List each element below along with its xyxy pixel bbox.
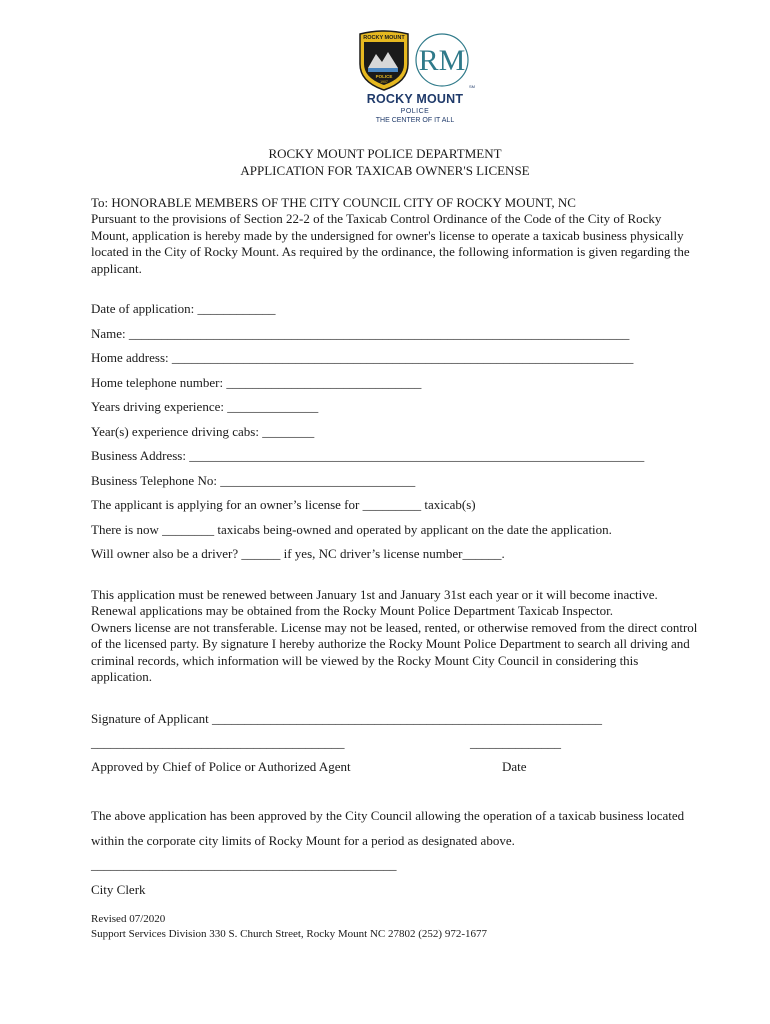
intro-line: applicant. <box>91 261 142 276</box>
field-business-telephone[interactable]: Business Telephone No: ______________________________ <box>91 473 416 488</box>
header-line-2: APPLICATION FOR TAXICAB OWNER'S LICENSE <box>240 163 530 178</box>
applicant-signature-field[interactable]: Signature of Applicant ____________________________________________________________ <box>91 711 602 726</box>
badge-sub: POLICE <box>375 74 393 79</box>
field-date-of-application[interactable]: Date of application: ____________ <box>91 301 276 316</box>
logo-tagline: THE CENTER OF IT ALL <box>375 117 455 124</box>
intro-line: located in the City of Rocky Mount. As required by the ordinance, the following information is given regarding the <box>91 244 690 259</box>
city-clerk-label: City Clerk <box>91 882 146 897</box>
notice-line: criminal records, which information will be viewed by the Rocky Mount City Council in considering this <box>91 653 639 668</box>
notice-line: application. <box>91 669 153 684</box>
notice-line: Owners license are not transferable. License may not be leased, rented, or otherwise removed from the direct control <box>91 620 698 635</box>
notice-line: of the licensed party. By signature I hereby authorize the Rocky Mount Police Department to search all driving and <box>91 636 690 651</box>
approver-signature-field[interactable]: _______________________________________ <box>91 735 345 750</box>
field-home-address[interactable]: Home address: _______________________________________________________________________ <box>91 350 634 365</box>
field-current-taxicabs[interactable]: There is now ________ taxicabs being-owned and operated by applicant on the date the application. <box>91 522 612 537</box>
approval-date-field[interactable]: ______________ <box>470 735 561 750</box>
badge-year: 1907 <box>380 80 388 84</box>
approval-line: within the corporate city limits of Rocky Mount for a period as designated above. <box>91 833 515 848</box>
logo-department: POLICE <box>400 108 430 115</box>
badge-text: ROCKY MOUNT <box>363 35 405 41</box>
addressee-line: To: HONORABLE MEMBERS OF THE CITY COUNCIL CITY OF ROCKY MOUNT, NC <box>91 195 576 210</box>
intro-line: Mount, application is hereby made by the undersigned for owner's license to operate a taxicab business physically <box>91 228 684 243</box>
field-business-address[interactable]: Business Address: ______________________________________________________________________ <box>91 448 645 463</box>
notice-line: Renewal applications may be obtained from the Rocky Mount Police Department Taxicab Inspector. <box>91 603 613 618</box>
approval-line: The above application has been approved by the City Council allowing the operation of a taxicab business located <box>91 808 685 823</box>
field-owner-driver[interactable]: Will owner also be a driver? ______ if yes, NC driver’s license number______. <box>91 546 505 561</box>
city-clerk-signature-field[interactable]: _______________________________________________ <box>91 857 397 872</box>
notice-line: This application must be renewed between January 1st and January 31st each year or it will become inactive. <box>91 587 658 602</box>
field-name[interactable]: Name: _____________________________________________________________________________ <box>91 326 630 341</box>
header-line-1: ROCKY MOUNT POLICE DEPARTMENT <box>268 146 502 161</box>
field-home-telephone[interactable]: Home telephone number: ______________________________ <box>91 375 422 390</box>
service-mark: SM <box>469 84 475 89</box>
police-badge-icon <box>340 28 490 92</box>
logo-area <box>340 28 490 130</box>
field-years-driving[interactable]: Years driving experience: ______________ <box>91 399 319 414</box>
approver-label: Approved by Chief of Police or Authorized Agent <box>91 759 351 774</box>
field-taxicab-count[interactable]: The applicant is applying for an owner’s license for _________ taxicab(s) <box>91 497 476 512</box>
logo-city-name: ROCKY MOUNT <box>366 92 464 106</box>
date-label: Date <box>502 759 527 774</box>
revised-date: Revised 07/2020 <box>91 913 166 925</box>
footer-address: Support Services Division 330 S. Church Street, Rocky Mount NC 27802 (252) 972-1677 <box>91 928 487 940</box>
intro-line: Pursuant to the provisions of Section 22-2 of the Taxicab Control Ordinance of the Code of the City of Rocky <box>91 211 662 226</box>
monogram-text: RM <box>418 44 466 77</box>
field-years-driving-cabs[interactable]: Year(s) experience driving cabs: ________ <box>91 424 315 439</box>
